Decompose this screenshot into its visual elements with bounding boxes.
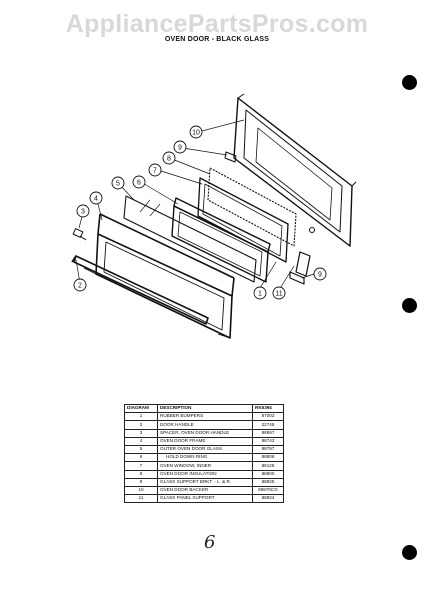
svg-text:9: 9 <box>178 144 182 152</box>
diagram-number: 11 <box>125 495 158 503</box>
part-description: GLASS PANEL SUPPORT <box>158 495 253 503</box>
part-handle-spacer <box>73 229 86 240</box>
callout-7 <box>149 164 161 176</box>
callout-8 <box>163 152 175 164</box>
part-number: 88824 <box>253 495 284 503</box>
diagram-number: 7 <box>125 462 158 470</box>
table-row <box>125 421 284 429</box>
part-description: OVEN DOOR INSULATION <box>158 470 253 478</box>
svg-text:4: 4 <box>94 195 98 203</box>
column-header-description: DESCRIPTION <box>158 405 253 413</box>
table-row <box>125 495 284 503</box>
svg-text:11: 11 <box>275 290 283 298</box>
diagram-title: OVEN DOOR - BLACK GLASS <box>164 36 270 43</box>
diagram-number: 3 <box>125 429 158 437</box>
diagram-number: 8 <box>125 470 158 478</box>
part-number: 22745 <box>253 421 284 429</box>
part-oven-door-frame <box>84 214 234 338</box>
part-description: OUTER OVEN DOOR GLASS <box>158 445 253 453</box>
diagram-number: 2 <box>125 421 158 429</box>
table-row <box>125 429 284 437</box>
table-row <box>125 470 284 478</box>
part-number: 88742 <box>253 437 284 445</box>
table-header-row <box>125 405 284 413</box>
table-row <box>125 454 284 462</box>
callout-1 <box>254 287 266 299</box>
column-header-diagram: DIAGRAM <box>125 405 158 413</box>
svg-text:8: 8 <box>167 155 171 163</box>
callout-6 <box>133 176 145 188</box>
column-header-part-number: RK5394 <box>253 405 284 413</box>
table-row <box>125 445 284 453</box>
callout-11 <box>273 287 285 299</box>
callout-4 <box>90 192 102 204</box>
svg-text:7: 7 <box>153 167 157 175</box>
svg-text:2: 2 <box>78 282 82 290</box>
callout-9-upper <box>174 141 186 153</box>
part-description: OVEN DOOR BACKER <box>158 486 253 494</box>
callout-9-lower <box>314 268 326 280</box>
diagram-number: 10 <box>125 486 158 494</box>
table-row <box>125 478 284 486</box>
svg-text:9: 9 <box>318 271 322 279</box>
part-number: 88806 <box>253 454 284 462</box>
callout-5 <box>112 177 124 189</box>
callout-10 <box>190 126 202 138</box>
svg-text:3: 3 <box>81 208 85 216</box>
diagram-number: 9 <box>125 478 158 486</box>
diagram-number: 6 <box>125 454 158 462</box>
part-number: 88797 <box>253 445 284 453</box>
part-description: OVEN DOOR FRAME <box>158 437 253 445</box>
table-row <box>125 486 284 494</box>
svg-text:10: 10 <box>192 129 200 137</box>
part-description: SPACER, OVEN DOOR HANDLE <box>158 429 253 437</box>
part-rubber-bumper <box>310 228 315 233</box>
table-row <box>125 413 284 421</box>
part-oven-window-inner <box>198 178 288 262</box>
diagram-number: 1 <box>125 413 158 421</box>
part-description: DOOR HANDLE <box>158 421 253 429</box>
part-description: OVEN WINDOW, INNER <box>158 462 253 470</box>
callout-2 <box>74 279 86 291</box>
diagram-number: 4 <box>125 437 158 445</box>
svg-text:1: 1 <box>258 290 262 298</box>
part-number: 88697 <box>253 429 284 437</box>
part-number: 88128 <box>253 462 284 470</box>
part-number: 88870CG <box>253 486 284 494</box>
svg-text:5: 5 <box>116 180 120 188</box>
part-number: 87002 <box>253 413 284 421</box>
diagram-number: 5 <box>125 445 158 453</box>
part-description: HOLD DOWN RING <box>158 454 253 462</box>
handwritten-page-mark: 6 <box>204 532 216 553</box>
table-row <box>125 437 284 445</box>
part-number: 88800 <box>253 470 284 478</box>
callout-3 <box>77 205 89 217</box>
part-number: 88825 <box>253 478 284 486</box>
parts-table <box>124 404 284 503</box>
part-description: GLASS SUPPORT BRKT. - L. & R. <box>158 478 253 486</box>
watermark: AppliancePartsPros.com <box>65 10 369 38</box>
part-description: RUBBER BUMPERS <box>158 413 253 421</box>
part-oven-door-insulation <box>208 168 296 246</box>
table-row <box>125 462 284 470</box>
svg-text:6: 6 <box>137 179 141 187</box>
